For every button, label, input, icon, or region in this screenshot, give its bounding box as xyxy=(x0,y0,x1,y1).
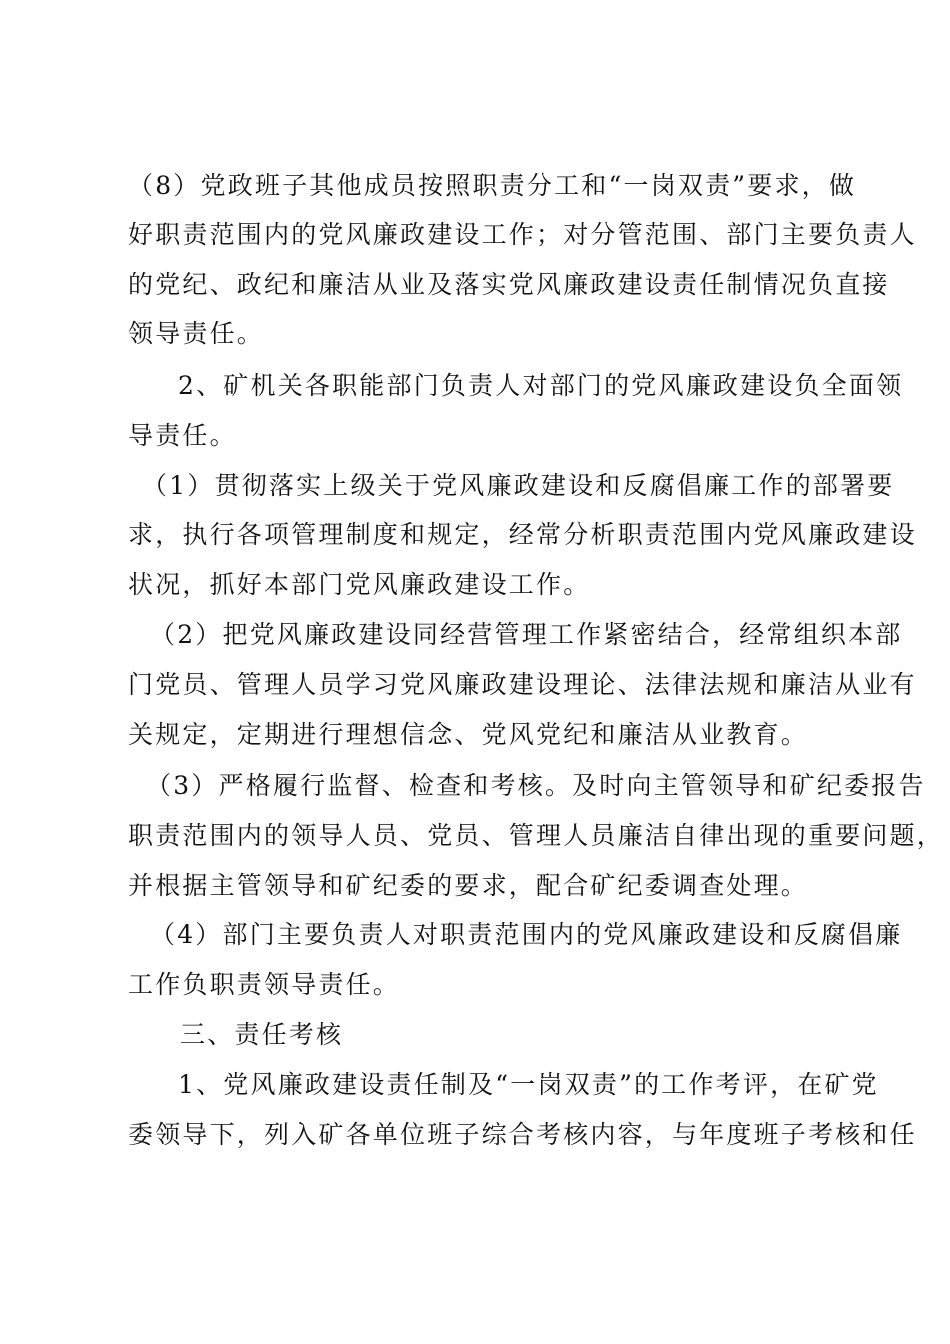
section-2-line-1: 2、矿机关各职能部门负责人对部门的党风廉政建设负全面领 xyxy=(178,371,904,400)
paragraph-8-line-4: 领导责任。 xyxy=(128,319,265,348)
section-2-line-2: 导责任。 xyxy=(128,421,237,450)
item-2-line-2: 门党员、管理人员学习党风廉政建设理论、法律法规和廉洁从业有 xyxy=(128,670,917,699)
item-1-line-1: （1）贯彻落实上级关于党风廉政建设和反腐倡廉工作的部署要 xyxy=(142,471,895,500)
paragraph-8-line-2: 好职责范围内的党风廉政建设工作；对分管范围、部门主要负责人 xyxy=(128,220,917,249)
item-1-line-3: 状况，抓好本部门党风廉政建设工作。 xyxy=(128,570,591,599)
section-heading-3: 三、责任考核 xyxy=(180,1020,344,1049)
item-4-line-1: （4）部门主要负责人对职责范围内的党风廉政建设和反腐倡廉 xyxy=(150,920,903,949)
section-3-item-1-line-2: 委领导下，列入矿各单位班子综合考核内容，与年度班子考核和任 xyxy=(128,1120,917,1149)
item-2-line-3: 关规定，定期进行理想信念、党风党纪和廉洁从业教育。 xyxy=(128,720,809,749)
paragraph-8-line-1: （8）党政班子其他成员按照职责分工和“一岗双责”要求，做 xyxy=(128,171,857,200)
item-3-line-1: （3）严格履行监督、检查和考核。及时向主管领导和矿纪委报告 xyxy=(146,771,926,800)
item-4-line-2: 工作负职责领导责任。 xyxy=(128,970,401,999)
section-3-item-1-line-1: 1、党风廉政建设责任制及“一岗双责”的工作考评，在矿党 xyxy=(178,1070,879,1099)
item-2-line-1: （2）把党风廉政建设同经营管理工作紧密结合，经常组织本部 xyxy=(150,620,903,649)
paragraph-8-line-3: 的党纪、政纪和廉洁从业及落实党风廉政建设责任制情况负直接 xyxy=(128,270,890,299)
item-3-line-2: 职责范围内的领导人员、党员、管理人员廉洁自律出现的重要问题， xyxy=(128,821,945,850)
item-1-line-2: 求，执行各项管理制度和规定，经常分析职责范围内党风廉政建设 xyxy=(128,520,917,549)
item-3-line-3: 并根据主管领导和矿纪委的要求，配合矿纪委调查处理。 xyxy=(128,871,809,900)
